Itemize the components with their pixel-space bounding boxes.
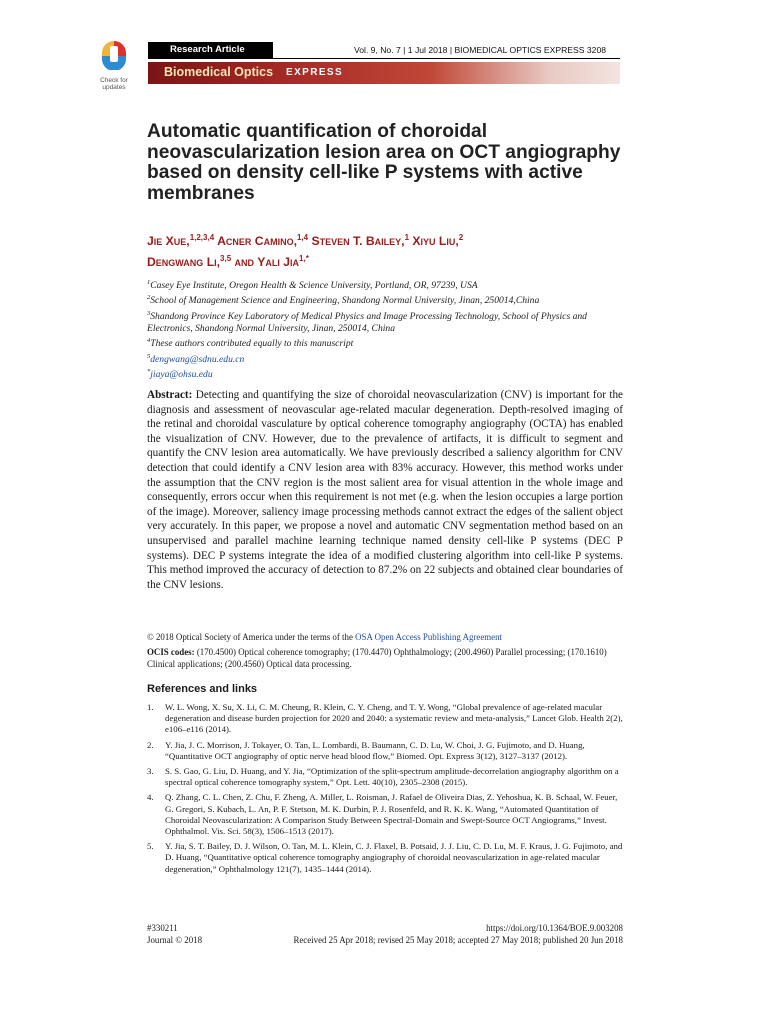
affiliation-text[interactable]: dengwang@sdnu.edu.cn [150, 353, 245, 365]
reference-item [147, 841, 623, 875]
reference-number: 5. [147, 841, 154, 852]
volume-info: Vol. 9, No. 7 | 1 Jul 2018 | BIOMEDICAL OPTICS EXPRESS 3208 [353, 45, 606, 55]
reference-number: 2. [147, 739, 154, 750]
affiliation-item [147, 335, 627, 350]
affiliation-item [147, 308, 627, 336]
abstract-text: Detecting and quantifying the size of choroidal neovascularization (CNV) is important for the diagnosis and assessment of neovascular age-related macular degeneration. Depth-resolved imaging of the retinal and choroidal vasculature by optical coherence tomography angiography (OCTA) has enabled the visualization of CNV. However, due to the prevalence of artifacts, it is difficult to segment and quantify the CNV lesion area automatically. We have previously described a saliency algorithm for CNV detection that could identify a CNV lesion area with 83% accuracy. However, this method works under the assumption that the CNV region is the most salient area for visual attention in the whole image and consequently, errors occur when this requirement is not met (e.g. when the lesion occupies a large portion of the image). Moreover, saliency image processing methods cannot extract the edges of the salient object very accurately. In this paper, we propose a novel and automatic CNV segmentation method based on an unsupervised and parallel machine learning technique named density cell-like P systems (DEC P systems). DEC P systems integrate the idea of a modified clustering algorithm into cell-like P systems. This method improved the accuracy of detection to 87.2% on 22 subjects and obtained clear boundaries of the CNV lesions. [147, 389, 624, 591]
abstract-label: Abstract: [147, 389, 193, 401]
affiliation-superscript: * [147, 368, 151, 376]
ocis-codes [147, 647, 623, 671]
affiliation-item [147, 366, 627, 381]
references-heading: References and links [147, 683, 258, 695]
affiliation-superscript: 3 [147, 309, 151, 317]
affiliation-text: Shandong Province Key Laboratory of Medical Physics and Image Processing Technology, School of Physics and Electronics, Shandong Normal University, Jinan, 250014, China [147, 310, 587, 335]
author-list [147, 229, 627, 271]
affiliation-superscript: 4 [147, 337, 151, 345]
article-header-bar [148, 42, 620, 59]
reference-text: Y. Jia, S. T. Bailey, D. J. Wilson, O. Tan, M. L. Klein, C. J. Flaxel, B. Potsaid, J. J. Liu, C. D. Lu, M. F. Kraus, J. G. Fujimoto, and D. Huang, “Quantitative optical coherence tomography angiography of choroidal neovascularization in age-related macular degeneration,” Ophthalmology 121(7), 1435–1444 (2014). [165, 841, 623, 874]
author-name: and [234, 255, 255, 270]
page-footer [147, 922, 623, 946]
affiliation-text: School of Management Science and Engineering, Shandong Normal University, Jinan, 250014,China [150, 295, 540, 307]
author-superscript: 2 [458, 233, 464, 242]
affiliation-text: These authors contributed equally to this manuscript [150, 338, 354, 350]
reference-text: Q. Zhang, C. L. Chen, Z. Chu, F. Zheng, A. Miller, L. Roisman, J. Rafael de Oliveira Dias, Z. Yehoshua, K. B. Schaal, W. Feuer, G. Gregori, S. Kubach, L. An, P. F. Stetson, M. K. Durbin, P. J. Rosenfeld, and R. K. K. Wang, “Automated Quantitation of Choroidal Neovascularization: A Comparison Study Between Spectral-Domain and Swept-Source OCT Angiograms,” Invest. Ophthalmol. Vis. Sci. 58(3), 1506–1513 (2017). [165, 792, 618, 837]
affiliation-text[interactable]: jiaya@ohsu.edu [150, 369, 213, 381]
reference-item [147, 702, 623, 736]
author-name: Steven T. Bailey, [311, 234, 405, 249]
journal-banner [148, 62, 620, 84]
reference-list [147, 702, 623, 879]
affiliation-superscript: 5 [147, 352, 151, 360]
journal-copyright: Journal © 2018 [147, 935, 203, 945]
publication-dates: Received 25 Apr 2018; revised 25 May 2018; accepted 27 May 2018; published 20 Jun 2018 [293, 935, 623, 945]
reference-text: W. L. Wong, X. Su, X. Li, C. M. Cheung, R. Klein, C. Y. Cheng, and T. Y. Wong, “Global prevalence of age-related macular degeneration and disease burden projection for 2020 and 2040: a systematic review and meta-analysis,” Lancet Glob. Health 2(2), e106–e116 (2014). [165, 702, 623, 735]
author-name: Yali Jia [257, 255, 300, 270]
reference-item [147, 766, 623, 788]
affiliation-list [147, 277, 627, 382]
author-superscript: 1,* [299, 254, 309, 264]
reference-item [147, 792, 623, 837]
author-superscript: 1,2,3,4 [189, 233, 215, 242]
reference-item [147, 740, 623, 762]
reference-number: 4. [147, 792, 154, 803]
author-superscript: 1,4 [296, 233, 309, 242]
doi-link[interactable]: https://doi.org/10.1364/BOE.9.003208 [486, 923, 623, 933]
manuscript-id: #330211 [147, 923, 178, 933]
author-superscript: 3,5 [220, 254, 232, 264]
author-name: Xiyu Liu, [412, 234, 459, 249]
copyright-text: © 2018 Optical Society of America under the terms of the [147, 632, 353, 642]
author-name: Acner Camino, [217, 234, 297, 249]
affiliation-text: Casey Eye Institute, Oregon Health & Science University, Portland, OR, 97239, USA [150, 280, 478, 292]
journal-name: Biomedical Optics [164, 65, 274, 79]
check-for-updates-badge[interactable] [92, 40, 136, 91]
reference-number: 3. [147, 766, 154, 777]
copyright-notice [147, 631, 623, 643]
author-superscript: 1 [404, 233, 410, 242]
reference-text: S. S. Gao, G. Liu, D. Huang, and Y. Jia, “Optimization of the split-spectrum amplitude-decorrelation angiography algorithm on a spectral optical coherence tomography system,” Opt. Lett. 40(10), 2305–2308 (2015). [165, 766, 619, 788]
ocis-label: OCIS codes: [147, 647, 195, 657]
author-name: Dengwang Li, [147, 255, 221, 270]
check-for-updates-icon [101, 40, 127, 70]
ocis-text: (170.4500) Optical coherence tomography; (170.4470) Ophthalmology; (200.4960) Parallel processing; (170.1610) Clinical applications; (200.4560) Optical data processing. [147, 647, 607, 669]
reference-text: Y. Jia, J. C. Morrison, J. Tokayer, O. Tan, L. Lombardi, B. Baumann, C. D. Lu, W. Choi, J. G. Fujimoto, and D. Huang, “Quantitative OCT angiography of optic nerve head blood flow,” Biomed. Opt. Express 3(12), 3127–3137 (2012). [165, 739, 585, 761]
reference-number: 1. [147, 702, 154, 712]
open-access-link[interactable]: OSA Open Access Publishing Agreement [355, 632, 503, 642]
affiliation-item [147, 292, 627, 307]
abstract [147, 388, 623, 592]
affiliation-superscript: 2 [147, 294, 151, 302]
affiliation-item [147, 277, 627, 292]
paper-title: Automatic quantification of choroidal neovascularization lesion area on OCT angiography based on density cell-like P systems with active membranes [147, 121, 621, 204]
author-name: Jie Xue, [147, 234, 190, 249]
article-type-label: Research Article [148, 42, 273, 58]
journal-suffix: EXPRESS [286, 67, 344, 78]
affiliation-item [147, 351, 627, 366]
affiliation-superscript: 1 [147, 279, 151, 286]
check-for-updates-label: Check for updates [100, 77, 128, 91]
